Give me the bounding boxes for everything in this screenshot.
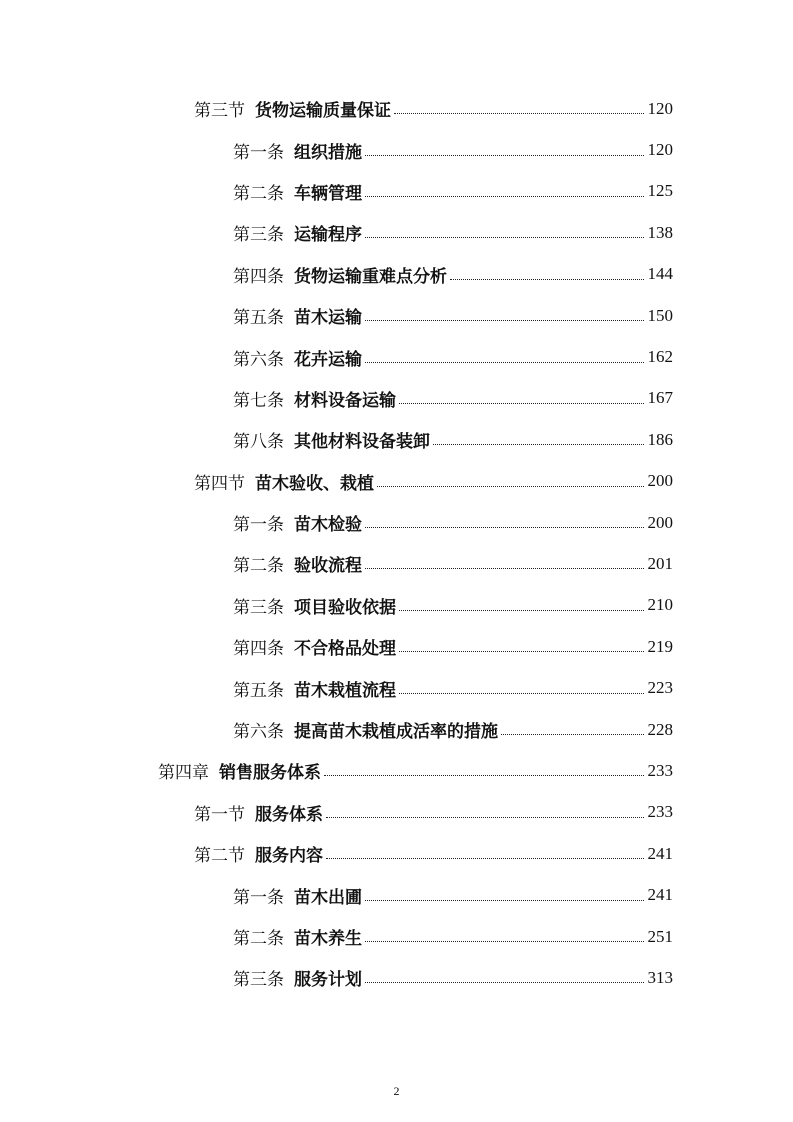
toc-entry-number: 第五条 <box>233 680 284 701</box>
toc-entry-number: 第三条 <box>233 970 284 991</box>
toc-entry-number: 第三节 <box>194 101 245 122</box>
toc-entry-title: 项目验收依据 <box>294 597 396 618</box>
toc-entry-page: 241 <box>647 885 673 905</box>
toc-entry-title: 花卉运输 <box>294 349 362 370</box>
toc-entry-number: 第四章 <box>158 763 209 784</box>
toc-entry-number: 第六条 <box>233 349 284 370</box>
dot-leader <box>365 196 644 197</box>
toc-entry-section[interactable] <box>0 88 793 129</box>
dot-leader <box>365 941 644 942</box>
toc-entry-title: 不合格品处理 <box>294 639 396 660</box>
dot-leader <box>399 403 644 404</box>
toc-entry-article[interactable] <box>0 626 793 667</box>
dot-leader <box>365 155 644 156</box>
toc-entry-page: 201 <box>647 553 673 573</box>
toc-entry-article[interactable] <box>0 585 793 626</box>
dot-leader <box>450 279 644 280</box>
toc-entry-page: 186 <box>647 429 673 449</box>
toc-entry-article[interactable] <box>0 419 793 460</box>
dot-leader <box>365 527 644 528</box>
dot-leader <box>365 362 644 363</box>
toc-entry-number: 第二条 <box>233 183 284 204</box>
toc-entry-page: 120 <box>647 98 673 118</box>
toc-entry-article[interactable] <box>0 709 793 750</box>
dot-leader <box>433 444 644 445</box>
toc-entry-title: 苗木出圃 <box>294 887 362 908</box>
toc-entry-title: 苗木运输 <box>294 308 362 329</box>
toc-entry-number: 第三条 <box>233 225 284 246</box>
toc-entry-article[interactable] <box>0 254 793 295</box>
toc-entry-title: 验收流程 <box>294 556 362 577</box>
dot-leader <box>399 693 644 694</box>
toc-entry-article[interactable] <box>0 378 793 419</box>
toc-entry-page: 200 <box>647 512 673 532</box>
toc-entry-number: 第一条 <box>233 515 284 536</box>
toc-entry-page: 210 <box>647 595 673 615</box>
toc-entry-page: 162 <box>647 347 673 367</box>
toc-entry-title: 提高苗木栽植成活率的措施 <box>294 722 498 743</box>
toc-entry-article[interactable] <box>0 543 793 584</box>
toc-entry-title: 苗木检验 <box>294 515 362 536</box>
page-number: 2 <box>393 1084 400 1098</box>
toc-entry-number: 第一条 <box>233 142 284 163</box>
toc-entry-page: 233 <box>647 760 673 780</box>
toc-entry-title: 服务计划 <box>294 970 362 991</box>
toc-entry-number: 第二条 <box>233 556 284 577</box>
toc-entry-title: 运输程序 <box>294 225 362 246</box>
toc-entry-number: 第一条 <box>233 887 284 908</box>
toc-entry-number: 第六条 <box>233 722 284 743</box>
toc-entry-title: 服务内容 <box>255 846 323 867</box>
toc-entry-number: 第二节 <box>194 846 245 867</box>
dot-leader <box>377 486 644 487</box>
toc-entry-article[interactable] <box>0 916 793 957</box>
toc-entry-article[interactable] <box>0 295 793 336</box>
toc-entry-page: 144 <box>647 264 673 284</box>
toc-entry-page: 219 <box>647 636 673 656</box>
dot-leader <box>399 651 644 652</box>
toc-entry-page: 223 <box>647 678 673 698</box>
toc-entry-chapter[interactable] <box>0 750 793 791</box>
toc-entry-article[interactable] <box>0 667 793 708</box>
toc-entry-article[interactable] <box>0 874 793 915</box>
toc-entry-title: 车辆管理 <box>294 183 362 204</box>
toc-entry-title: 其他材料设备装卸 <box>294 432 430 453</box>
toc-entry-article[interactable] <box>0 171 793 212</box>
toc-entry-page: 241 <box>647 843 673 863</box>
toc-entry-page: 200 <box>647 471 673 491</box>
dot-leader <box>399 610 644 611</box>
toc-entry-article[interactable] <box>0 957 793 998</box>
dot-leader <box>365 237 644 238</box>
toc-entry-page: 233 <box>647 802 673 822</box>
dot-leader <box>365 320 644 321</box>
toc-entry-title: 苗木养生 <box>294 929 362 949</box>
toc-entry-number: 第四条 <box>233 266 284 287</box>
toc-entry-section[interactable] <box>0 833 793 874</box>
dot-leader <box>365 900 644 901</box>
toc-entry-number: 第三条 <box>233 597 284 618</box>
toc-entry-number: 第四条 <box>233 639 284 660</box>
toc-entry-number: 第一节 <box>194 804 245 825</box>
toc-entry-page: 120 <box>647 140 673 160</box>
toc-entry-section[interactable] <box>0 461 793 502</box>
toc-entry-number: 第五条 <box>233 308 284 329</box>
dot-leader <box>365 568 644 569</box>
toc-entry-title: 组织措施 <box>294 142 362 163</box>
dot-leader <box>324 775 644 776</box>
toc-entry-title: 材料设备运输 <box>294 390 396 411</box>
dot-leader <box>326 817 644 818</box>
dot-leader <box>501 734 644 735</box>
dot-leader <box>326 858 644 859</box>
toc-entry-title: 销售服务体系 <box>219 763 321 784</box>
toc-entry-page: 138 <box>647 222 673 242</box>
toc-entry-number: 第八条 <box>233 432 284 453</box>
toc-entry-title: 货物运输质量保证 <box>255 101 391 122</box>
toc-entry-page: 167 <box>647 388 673 408</box>
toc-entry-title: 苗木栽植流程 <box>294 680 396 701</box>
dot-leader <box>394 113 644 114</box>
toc-entry-number: 第七条 <box>233 390 284 411</box>
table-of-contents <box>0 88 793 999</box>
toc-entry-number: 第四节 <box>194 473 245 494</box>
toc-entry-page: 125 <box>647 181 673 201</box>
toc-entry-page: 228 <box>647 719 673 739</box>
toc-entry-title: 服务体系 <box>255 804 323 825</box>
toc-entry-article[interactable] <box>0 502 793 543</box>
toc-entry-article[interactable] <box>0 212 793 253</box>
toc-entry-page: 313 <box>647 967 673 987</box>
toc-entry-title: 苗木验收、栽植 <box>255 473 374 494</box>
toc-entry-title: 货物运输重难点分析 <box>294 266 447 287</box>
dot-leader <box>365 982 644 983</box>
toc-entry-page: 150 <box>647 305 673 325</box>
toc-entry-number: 第二条 <box>233 929 284 949</box>
toc-entry-article[interactable] <box>0 336 793 377</box>
toc-entry-page: 251 <box>647 926 673 946</box>
toc-entry-article[interactable] <box>0 129 793 170</box>
toc-entry-section[interactable] <box>0 792 793 833</box>
